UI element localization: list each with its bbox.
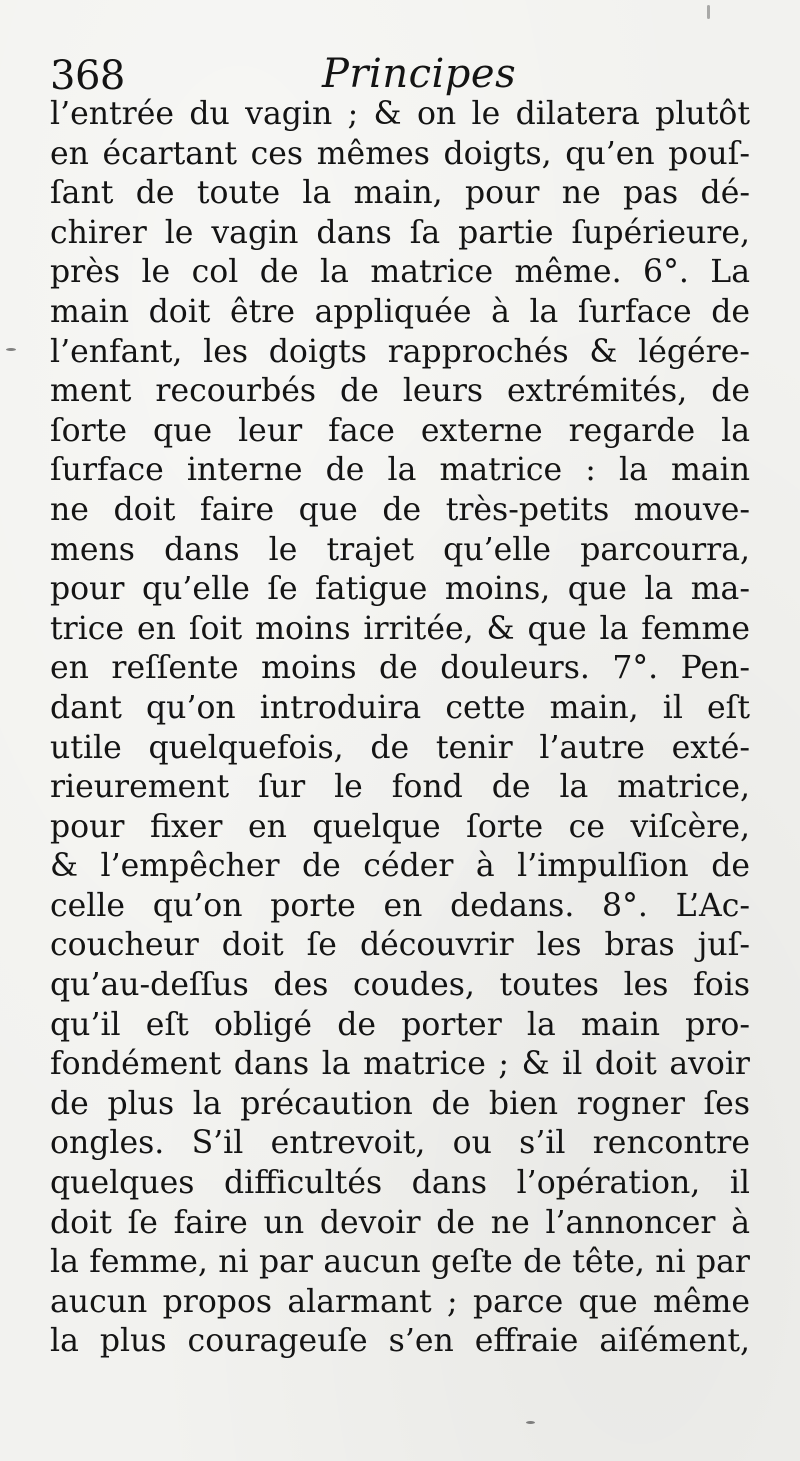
text-line: doit ſe faire un devoir de ne l’annoncer à [50, 1204, 750, 1241]
text-line: utile quelquefois, de tenir l’autre exté- [50, 729, 750, 766]
paper-speck [6, 348, 16, 351]
text-line: de plus la précaution de bien rogner ſes [50, 1085, 750, 1122]
text-line: qu’au-deſſus des coudes, toutes les fois [50, 967, 750, 1004]
page-header [50, 46, 752, 102]
text-line: rieurement ſur le fond de la matrice, [50, 769, 750, 806]
paper-speck [526, 1421, 535, 1424]
text-line: dant qu’on introduira cette main, il eſt [50, 689, 750, 726]
text-line: ment recourbés de leurs extrémités, de [50, 373, 750, 410]
text-line: main doit être appliquée à la ſurface de [50, 293, 750, 330]
text-line: qu’il eſt obligé de porter la main pro- [50, 1006, 750, 1043]
text-line: la plus courageuſe s’en effraie aiſément, [50, 1323, 750, 1360]
page-number: 368 [50, 53, 125, 99]
text-line: celle qu’on porte en dedans. 8°. L’Ac- [50, 887, 750, 924]
text-line: ſurface interne de la matrice : la main [50, 452, 750, 489]
body-text [50, 95, 750, 1362]
text-line: coucheur doit ſe découvrir les bras juſ- [50, 927, 750, 964]
text-line: trice en ſoit moins irritée, & que la femme [50, 610, 750, 647]
text-line: mens dans le trajet qu’elle parcourra, [50, 531, 750, 568]
text-line: l’entrée du vagin ; & on le dilatera plutôt [50, 96, 750, 132]
text-line: en écartant ces mêmes doigts, qu’en pouſ- [50, 135, 750, 172]
text-line: ne doit faire que de très-petits mouve- [50, 491, 750, 528]
text-line: ſorte que leur face externe regarde la [50, 412, 750, 449]
text-line: quelques difficultés dans l’opération, il [50, 1165, 750, 1202]
text-line: pour fixer en quelque ſorte ce viſcère, [50, 808, 750, 845]
text-line: ſant de toute la main, pour ne pas dé- [50, 175, 750, 212]
running-title: Principes [322, 51, 517, 97]
text-line: chirer le vagin dans ſa partie ſupérieure, [50, 214, 750, 251]
text-line: la femme, ni par aucun geſte de tête, ni par [50, 1244, 750, 1281]
text-line: l’enfant, les doigts rapprochés & légére- [50, 333, 750, 370]
text-line: près le col de la matrice même. 6°. La [50, 254, 750, 291]
paper-speck [707, 5, 710, 19]
text-line: & l’empêcher de céder à l’impulſion de [50, 848, 750, 885]
text-line: aucun propos alarmant ; parce que même [50, 1283, 750, 1320]
text-line: ongles. S’il entrevoit, ou s’il rencontre [50, 1125, 750, 1162]
text-line: fondément dans la matrice ; & il doit avoir [50, 1046, 750, 1083]
text-line: en reſſente moins de douleurs. 7°. Pen- [50, 650, 750, 687]
text-line: pour qu’elle ſe fatigue moins, que la ma- [50, 571, 750, 608]
